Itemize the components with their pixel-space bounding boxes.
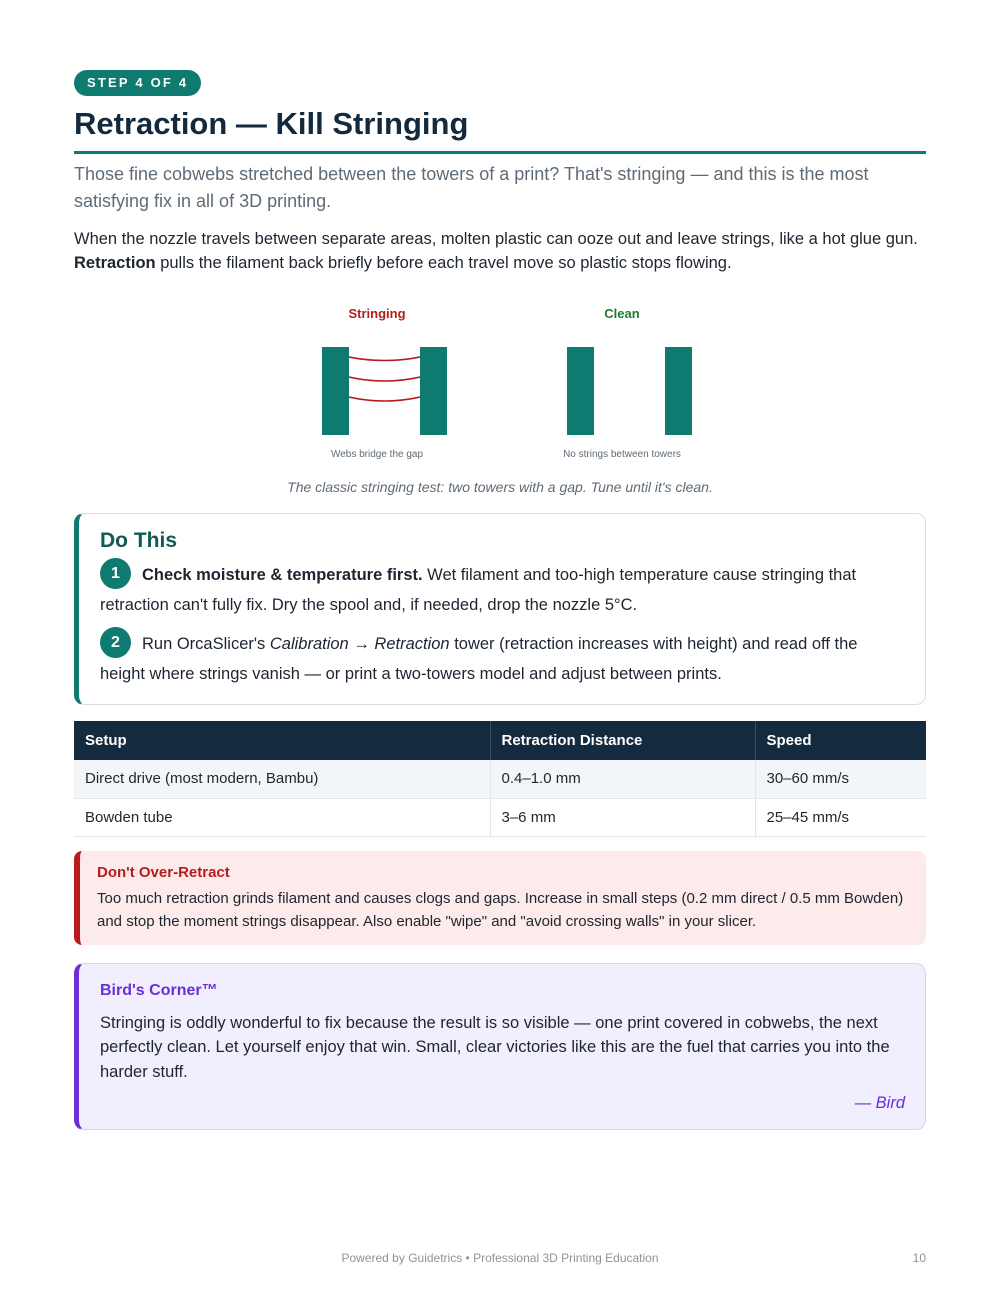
step-badge: STEP 4 OF 4 (74, 70, 201, 96)
table-cell: 0.4–1.0 mm (490, 760, 755, 798)
figure-caption: The classic stringing test: two towers with a gap. Tune until it's clean. (287, 479, 713, 495)
table-cell: 25–45 mm/s (755, 798, 926, 836)
calibration-menu-text: Calibration (269, 634, 349, 653)
intro-body-part2: pulls the filament back briefly before each travel move so plastic stops flowing. (155, 254, 732, 272)
string-line (349, 397, 420, 401)
stringing-figure (74, 297, 926, 509)
table-cell: 3–6 mm (490, 798, 755, 836)
table-cell: Direct drive (most modern, Bambu) (74, 760, 490, 798)
birds-corner-signature: — Bird (854, 1094, 905, 1112)
table-header-row (74, 721, 926, 760)
table-header-setup: Setup (74, 721, 490, 760)
retraction-menu-text: Retraction (374, 634, 450, 653)
do-this-box (74, 513, 926, 705)
page-title: Retraction — Kill Stringing (74, 106, 469, 141)
arrow-glyph: → (348, 634, 375, 653)
stringing-tower-left (322, 347, 349, 435)
table-header-distance: Retraction Distance (490, 721, 755, 760)
do-this-item-1-bold: Check moisture & temperature first. (142, 565, 423, 584)
intro-body-bold: Retraction (74, 254, 156, 272)
do-this-item-2-text-a: Run OrcaSlicer's (142, 634, 270, 653)
title-divider (74, 151, 926, 154)
table-cell: Bowden tube (74, 798, 490, 836)
clean-label: Clean (604, 306, 640, 321)
page-content (74, 70, 926, 1130)
step-number-1: 1 (100, 558, 131, 589)
do-this-item-2 (100, 629, 905, 688)
birds-corner-text: Stringing is oddly wonderful to fix because the result is so visible — one print covered in cobwebs, the next perfectly clean. Let yourself enjoy that win. Small, clear victories like this are the fuel that carries you into the harder stuff. (100, 1013, 890, 1081)
warning-text: Too much retraction grinds filament and causes clogs and gaps. Increase in small steps (0.2 mm direct / 0.5 mm Bowden) and stop the moment strings disappear. Also enable "wipe" and "avoid crossing walls" in your slicer. (97, 889, 904, 930)
table-row (74, 760, 926, 798)
stringing-label: Stringing (348, 306, 406, 321)
intro-lede: Those fine cobwebs stretched between the towers of a print? That's stringing — and this is the most satisfying fix in all of 3D printing. (74, 164, 869, 211)
do-this-title: Do This (100, 529, 177, 552)
step-number-2: 2 (100, 627, 131, 658)
clean-tower-right (665, 347, 692, 435)
birds-corner-callout (74, 963, 926, 1131)
table-header-speed: Speed (755, 721, 926, 760)
intro-body-part1: When the nozzle travels between separate areas, molten plastic can ooze out and leave strings, like a hot glue gun. (74, 230, 918, 248)
stringing-subcaption: Webs bridge the gap (330, 449, 424, 460)
birds-corner-title: Bird's Corner™ (100, 981, 218, 999)
do-this-item-1 (100, 560, 905, 619)
string-line (349, 357, 420, 361)
table-row (74, 798, 926, 836)
string-line (349, 377, 420, 381)
warning-callout (74, 851, 926, 945)
stringing-tower-right (420, 347, 447, 435)
do-this-item-1-text: Wet filament and too-high temperature cause stringing that retraction can't fully fix. Dry the spool and, if needed, drop the nozzle 5°C. (100, 565, 857, 614)
clean-subcaption: No strings between towers (563, 449, 681, 460)
warning-title: Don't Over-Retract (97, 863, 230, 881)
retraction-settings-table (74, 721, 926, 837)
footer-text: Powered by Guidetrics • Professional 3D Printing Education (341, 1251, 659, 1265)
page-number: 10 (912, 1251, 926, 1265)
strings-graphic (349, 347, 420, 435)
clean-tower-left (567, 347, 594, 435)
intro-body (74, 227, 926, 275)
do-this-item-2-text-b: tower (retraction increases with height) and read off the height where strings vanish — or print a two-towers model and adjust between prints. (100, 634, 858, 683)
table-cell: 30–60 mm/s (755, 760, 926, 798)
